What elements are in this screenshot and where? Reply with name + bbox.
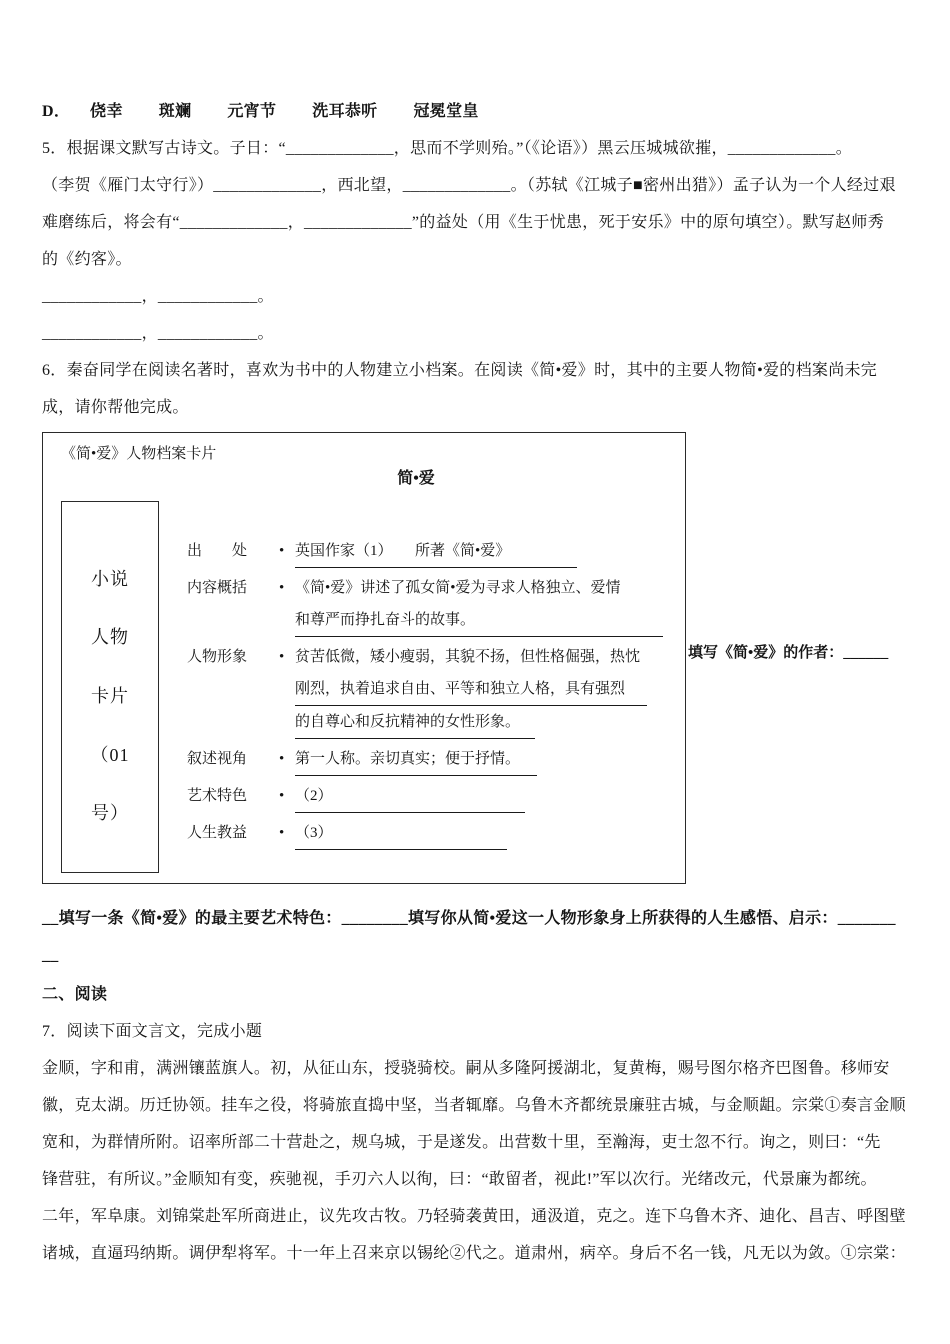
card-row-line: 刚烈，执着追求自由、平等和独立人格，具有强烈 — [295, 673, 647, 706]
q5-answer-blank-line: ____________，____________。 — [42, 325, 274, 342]
bullet-icon: • — [279, 751, 285, 767]
card-body — [61, 501, 671, 873]
option-d-item: 元宵节 — [227, 103, 277, 120]
card-row-summary — [187, 572, 671, 637]
card-row-art-feature — [187, 780, 671, 813]
q5-answer-blank-line: ____________，____________。 — [42, 288, 274, 305]
q6-fill-prompt-line: __ — [42, 947, 59, 964]
card-row-label: 人物形象 — [187, 649, 248, 665]
author-fill-note: 填写《简•爱》的作者：______ — [688, 645, 889, 661]
card-row-line: 第一人称。亲切真实；便于抒情。 — [295, 743, 537, 776]
q6-text-line: 成，请你帮他完成。 — [42, 399, 189, 416]
bullet-icon: • — [279, 788, 285, 804]
q6-text-line: 6．秦奋同学在阅读名著时，喜欢为书中的人物建立小档案。在阅读《简•爱》时，其中的主要人物简•爱的档案尚未完 — [42, 362, 878, 379]
vertical-label-line: 小说 — [91, 568, 129, 589]
vertical-label-line: 卡片 — [91, 685, 129, 706]
q7-passage-line: 锋营驻，有所议。”金顺知有变，疾驰视，手刃六人以徇，曰：“敢留者，视此!”军以次行。光绪改元，代景廉为都统。 — [42, 1171, 877, 1188]
q5-text-line: 5．根据课文默写古诗文。子日：“_____________，思而不学则殆。”（《论语》）黑云压城城欲摧，_____________。 — [42, 140, 853, 157]
q7-passage-line: 诸城，直逼玛纳斯。调伊犁将军。十一年上召来京以锡纶②代之。道肃州，病卒。身后不名一钱，凡无以为敛。①宗棠： — [42, 1245, 906, 1262]
card-row-line: 的自尊心和反抗精神的女性形象。 — [295, 706, 535, 739]
option-d-item: 冠冕堂皇 — [413, 103, 479, 120]
card-row-narration — [187, 743, 671, 776]
card-row-content — [279, 743, 671, 776]
card-header: 《简•爱》人物档案卡片 — [61, 446, 217, 462]
option-d-item: 洗耳恭听 — [312, 103, 378, 120]
option-d-row — [42, 93, 910, 130]
option-d-label: D． — [42, 103, 71, 120]
q5-text-line: 的《约客》。 — [42, 251, 132, 268]
card-row-character — [187, 641, 671, 739]
q7-passage-line: 二年，军阜康。刘锦棠赴军所商进止，议先攻古牧。乃轻骑袭黄田，通汲道，克之。连下乌鲁木齐、迪化、昌吉、呼图壁 — [42, 1208, 906, 1225]
card-row-content — [279, 817, 671, 850]
jane-eyre-profile-card — [42, 432, 686, 884]
card-row-line: 《简•爱》讲述了孤女简•爱为寻求人格独立、爱情 — [295, 580, 621, 596]
bullet-icon: • — [279, 649, 285, 665]
card-row-line: （2） — [295, 780, 525, 813]
card-row-content — [279, 780, 671, 813]
card-row-source — [187, 535, 671, 568]
card-row-label: 出 处 — [187, 543, 248, 559]
vertical-label-line: （01 — [90, 744, 130, 765]
q5-text-line: （李贺《雁门太守行》）_____________，西北望，_____________。（苏轼《江城子■密州出猎》）孟子认为一个人经过艰 — [42, 177, 896, 194]
card-row-label: 叙述视角 — [187, 751, 248, 767]
card-row-label: 艺术特色 — [187, 788, 248, 804]
option-d-item: 侥幸 — [90, 103, 123, 120]
card-row-content — [279, 572, 671, 637]
card-row-label: 内容概括 — [187, 580, 248, 596]
q7-passage-line: 宽和，为群情所附。诏率所部二十营赴之，规乌城，于是遂发。出营数十里，至瀚海，吏士忽不行。询之，则曰：“先 — [42, 1134, 881, 1151]
q5-text-line: 难磨练后，将会有“_____________，_____________”的益处（用《生于忧患，死于安乐》中的原句填空）。默写赵师秀 — [42, 214, 885, 231]
q7-passage-line: 金顺，字和甫，满洲镶蓝旗人。初，从征山东，授骁骑校。嗣从多隆阿援湖北，复黄梅，赐号图尔格齐巴图鲁。移师安 — [42, 1060, 890, 1077]
q7-passage-line: 徽，克太湖。历迁协领。挂车之役，将骑旅直捣中坚，当者辄靡。乌鲁木齐都统景廉驻古城，与金顺龃。宗棠①奏言金顺 — [42, 1097, 906, 1114]
bullet-icon: • — [279, 543, 285, 559]
card-row-line: 英国作家（1） 所著《简•爱》 — [295, 535, 577, 568]
section-reading-heading: 二、阅读 — [42, 986, 108, 1003]
q6-fill-prompt-line: __填写一条《简•爱》的最主要艺术特色：________填写你从简•爱这一人物形象身上所获得的人生感悟、启示：_______ — [42, 910, 896, 927]
vertical-label-line: 人物 — [91, 627, 129, 648]
bullet-icon: • — [279, 825, 285, 841]
card-row-content — [279, 641, 671, 739]
card-row-content — [279, 535, 671, 568]
bullet-icon: • — [279, 580, 285, 596]
q7-title: 7．阅读下面文言文，完成小题 — [42, 1023, 263, 1040]
card-rows — [187, 501, 671, 873]
option-d-item: 斑斓 — [158, 103, 192, 120]
card-row-line: （3） — [295, 817, 507, 850]
card-row-line: 和尊严而挣扎奋斗的故事。 — [295, 604, 663, 637]
card-row-label: 人生教益 — [187, 825, 248, 841]
card-title: 简•爱 — [397, 470, 435, 487]
card-row-line: 贫苦低微，矮小瘦弱，其貌不扬，但性格倔强，热忱 — [295, 649, 641, 665]
novel-card-vertical-label — [61, 501, 159, 873]
card-row-life-lesson — [187, 817, 671, 850]
vertical-label-line: 号） — [91, 803, 129, 824]
